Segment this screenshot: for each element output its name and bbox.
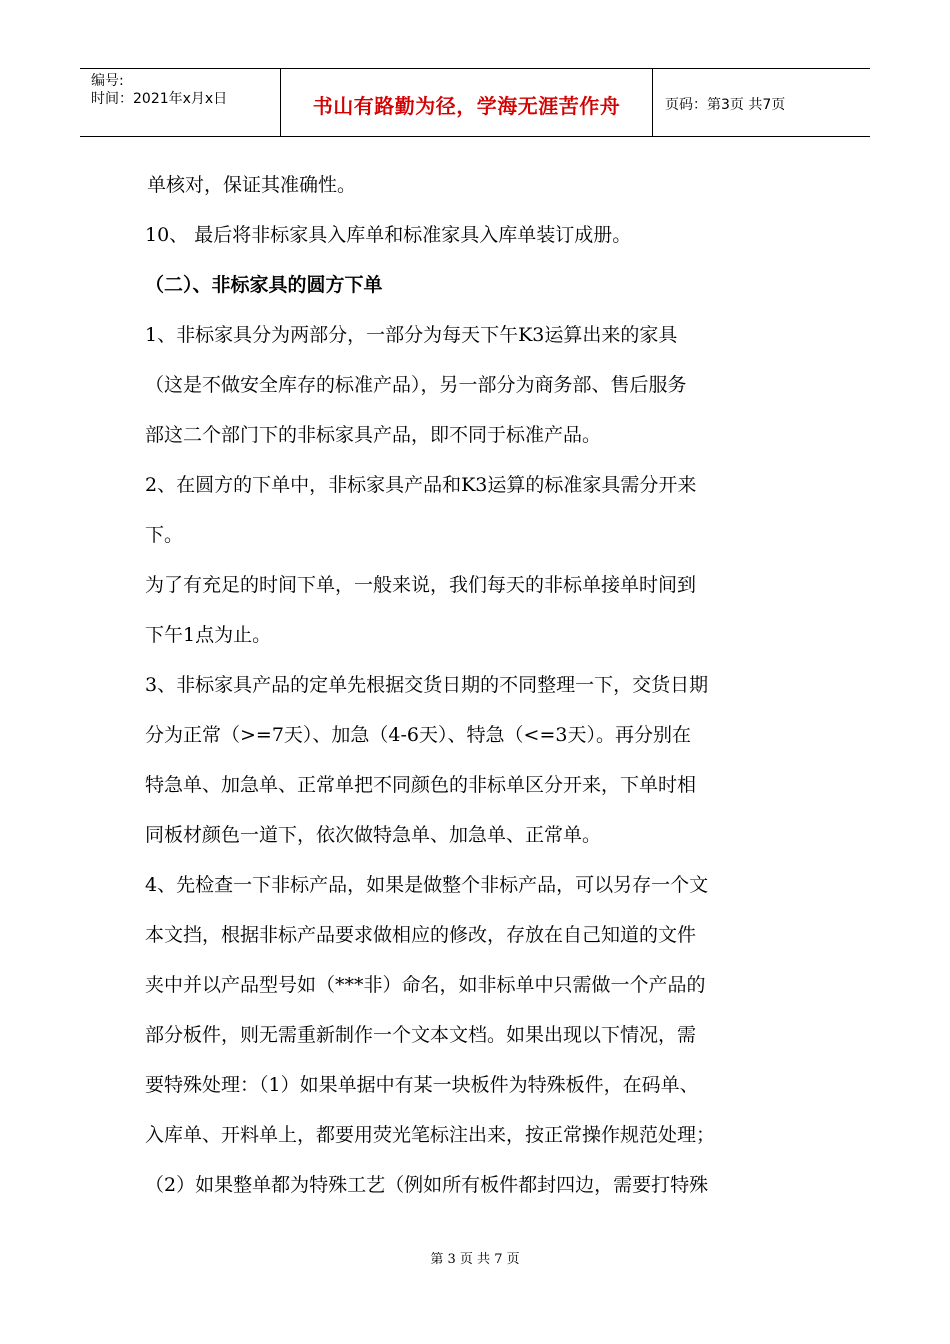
header-page-info: 页码：第3页 共7页 [665, 96, 786, 113]
text-line: 夹中并以产品型号如（***非）命名，如非标单中只需做一个产品的 [145, 974, 706, 996]
header-motto: 书山有路勤为径，学海无涯苦作舟 [312, 93, 621, 118]
header-meta [80, 69, 281, 136]
text-line: （这是不做安全库存的标准产品），另一部分为商务部、售后服务 [145, 374, 687, 396]
header-motto-cell [281, 69, 653, 136]
text-line: 部这二个部门下的非标家具产品，即不同于标准产品。 [145, 424, 602, 446]
text-line: 2、在圆方的下单中，非标家具产品和K3运算的标准家具需分开来 [145, 474, 697, 496]
text-line: 特急单、加急单、正常单把不同颜色的非标单区分开来，下单时相 [145, 774, 697, 796]
page-header [80, 68, 870, 137]
text-line: 本文挡，根据非标产品要求做相应的修改，存放在自己知道的文件 [145, 924, 697, 946]
text-line: 4、先检查一下非标产品，如果是做整个非标产品，可以另存一个文 [145, 874, 709, 896]
document-number-label: 编号: [91, 73, 124, 89]
text-line: 3、非标家具产品的定单先根据交货日期的不同整理一下，交货日期 [145, 674, 709, 696]
text-line: 10、 最后将非标家具入库单和标准家具入库单装订成册。 [145, 224, 632, 246]
section-heading: （二）、非标家具的圆方下单 [145, 274, 383, 296]
text-line: 下午1点为止。 [145, 624, 272, 646]
text-line: 为了有充足的时间下单，一般来说，我们每天的非标单接单时间到 [145, 574, 697, 596]
text-line: 入库单、开料单上，都要用荧光笔标注出来，按正常操作规范处理； [145, 1124, 716, 1146]
text-line: 同板材颜色一道下，依次做特急单、加急单、正常单。 [145, 824, 602, 846]
text-line: 1、非标家具分为两部分，一部分为每天下午K3运算出来的家具 [145, 324, 678, 346]
page-footer: 第 3 页 共 7 页 [430, 1252, 520, 1267]
text-line: 要特殊处理：（1）如果单据中有某一块板件为特殊板件，在码单、 [145, 1074, 699, 1096]
text-line: 分为正常（>=7天）、加急（4-6天）、特急（<=3天）。再分别在 [145, 724, 691, 746]
text-line: （2）如果整单都为特殊工艺（例如所有板件都封四边，需要打特殊 [145, 1174, 709, 1196]
text-line: 下。 [145, 524, 184, 546]
text-line: 单核对，保证其准确性。 [147, 174, 357, 196]
document-time: 时间：2021年x月x日 [91, 91, 228, 107]
text-line: 部分板件，则无需重新制作一个文本文档。如果出现以下情况，需 [145, 1024, 697, 1046]
